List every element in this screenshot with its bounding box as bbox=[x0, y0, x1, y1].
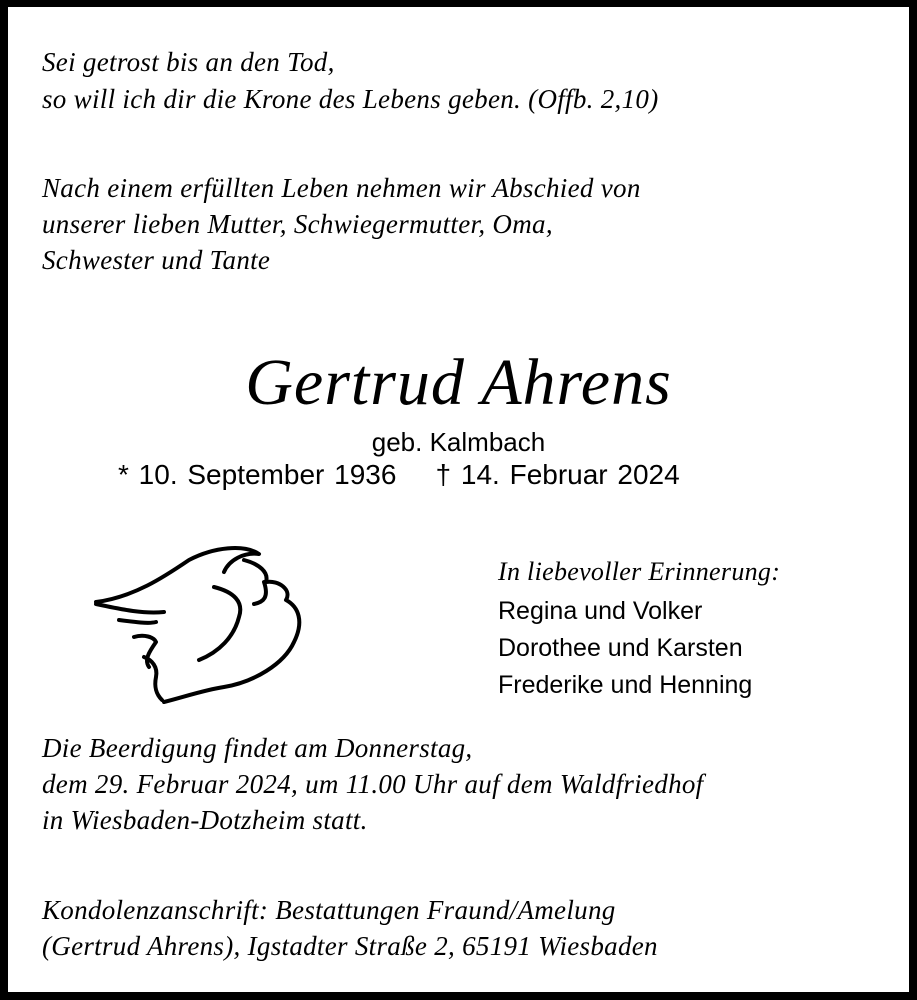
intro-line-2: unserer lieben Mutter, Schwiegermutter, Oma, bbox=[42, 209, 553, 239]
verse-line-2: so will ich dir die Krone des Lebens geben. (Offb. 2,10) bbox=[42, 84, 659, 114]
mourner-name: Frederike und Henning bbox=[498, 671, 753, 699]
mourner-name: Dorothee und Karsten bbox=[498, 634, 743, 662]
deceased-name: Gertrud Ahrens bbox=[245, 346, 672, 419]
funeral-line-2: dem 29. Februar 2024, um 11.00 Uhr auf dem Waldfriedhof bbox=[42, 769, 704, 799]
mourners-heading: In liebevoller Erinnerung: bbox=[498, 557, 781, 586]
funeral-line-3: in Wiesbaden-Dotzheim statt. bbox=[42, 805, 368, 835]
intro-line-3: Schwester und Tante bbox=[42, 245, 271, 275]
intro-line-1: Nach einem erfüllten Leben nehmen wir Abschied von bbox=[42, 173, 641, 203]
funeral-line-1: Die Beerdigung findet am Donnerstag, bbox=[42, 733, 473, 763]
condolence-line-2: (Gertrud Ahrens), Igstadter Straße 2, 65191 Wiesbaden bbox=[42, 931, 658, 961]
verse-line-1: Sei getrost bis an den Tod, bbox=[42, 47, 335, 77]
mourner-name: Regina und Volker bbox=[498, 597, 703, 625]
condolence-line-1: Kondolenzanschrift: Bestattungen Fraund/Amelung bbox=[42, 895, 616, 925]
birth-name: geb. Kalmbach bbox=[371, 427, 546, 457]
dove-icon bbox=[94, 542, 309, 707]
life-dates: * 10. September 1936 † 14. Februar 2024 bbox=[118, 459, 680, 490]
